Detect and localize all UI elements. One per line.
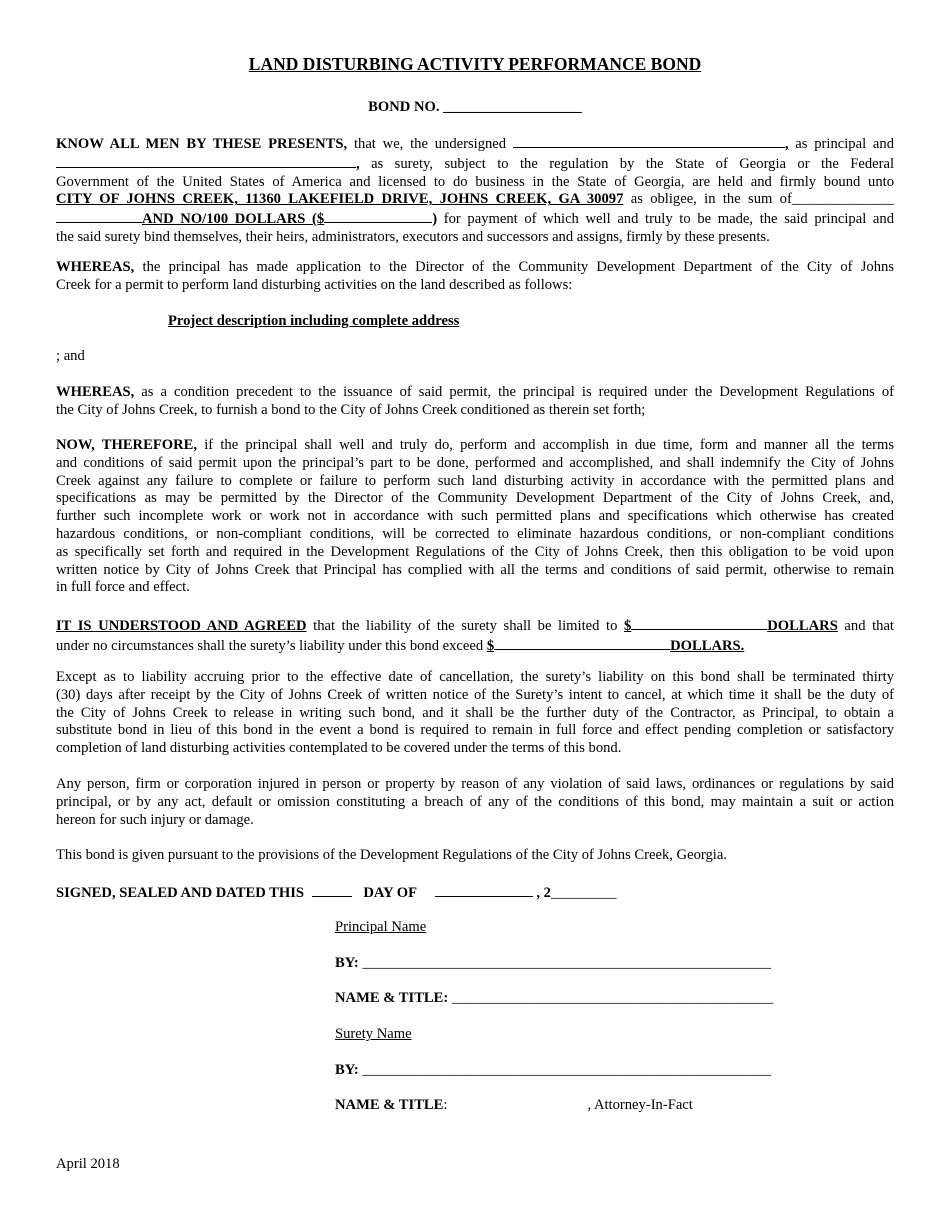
know-all-line-2 xyxy=(56,154,894,174)
any-person-line-3: hereon for such injury or damage. xyxy=(56,811,254,828)
signature-line: ________________________________________________________ xyxy=(362,1062,772,1078)
now-therefore-line-1 xyxy=(56,437,894,455)
except-line-2: (30) days after receipt by the City of Johns Creek of written notice of the Surety’s intent to cancel, at which time it shall be the duty of xyxy=(56,686,894,703)
colon: : xyxy=(443,1097,448,1113)
max-amount-blank xyxy=(494,636,670,650)
principal-name-label: Principal Name xyxy=(335,919,427,935)
month-blank xyxy=(435,883,533,897)
cancellation-paragraph xyxy=(56,669,894,758)
know-all-line-4 xyxy=(56,191,894,209)
surety-by-line xyxy=(335,1062,771,1080)
whereas1-line-2: Creek for a permit to perform land disturbing activities on the land described as follows: xyxy=(56,276,573,293)
surety-blank xyxy=(56,154,356,168)
obligee-address: CITY OF JOHNS CREEK, 11360 LAKEFIELD DRIVE, JOHNS CREEK, GA 30097 xyxy=(56,191,624,208)
name-title-label: NAME & TITLE: xyxy=(335,990,449,1006)
any-person-line-1: Any person, firm or corporation injured in person or property by reason of any violation of said laws, ordinances or regulations by said xyxy=(56,776,894,792)
liability-text: that the liability of the surety shall be limited to xyxy=(306,618,624,634)
surety-name-title-line xyxy=(335,1097,693,1115)
now-therefore-line-8: written notice by City of Johns Creek that Principal has complied with all the terms and conditions of said permit, otherwise to remain xyxy=(56,561,894,578)
and-that-text: and that xyxy=(837,618,894,634)
know-all-line-5 xyxy=(56,209,894,229)
except-line-5: completion of land disturbing activities contemplated to be covered under the terms of this bond. xyxy=(56,740,622,757)
know-all-line-1 xyxy=(56,134,894,154)
any-person-line-2: principal, or by any act, default or omission constituting a breach of any of the conditions of this bond, may maintain a suit or action xyxy=(56,793,894,810)
understood-heading: IT IS UNDERSTOOD AND AGREED xyxy=(56,618,307,634)
dollar-sign: $ xyxy=(623,618,632,634)
know-all-line-6: the said surety bind themselves, their heirs, administrators, executors and successors and assigns, firmly by these presents. xyxy=(56,228,770,245)
whereas2-line-2: the City of Johns Creek, to furnish a bond to the City of Johns Creek conditioned as therein set forth; xyxy=(56,401,646,418)
except-line-4: substitute bond in lieu of this bond in the event a bond is required to remain in full force and effect pending completion or satisfactory xyxy=(56,722,894,739)
whereas-heading: WHEREAS, xyxy=(56,259,135,275)
given-pursuant-text: This bond is given pursuant to the provisions of the Development Regulations of the City of Johns Creek, Georgia. xyxy=(56,847,727,863)
now-therefore-line-7: as specifically set forth and required in the Development Regulations of the City of Johns Creek, then this obligation to be void upon xyxy=(56,543,894,560)
name-title-line: ____________________________________________ xyxy=(451,990,773,1006)
principal-blank xyxy=(513,134,785,148)
whereas-paragraph-1 xyxy=(56,259,894,295)
and-text: ; and xyxy=(56,348,85,364)
principal-name-title-line xyxy=(335,990,773,1008)
whereas-heading: WHEREAS, xyxy=(56,384,135,400)
signature-line: ________________________________________________________ xyxy=(362,955,772,971)
now-therefore-line-3: Creek against any failure to complete or failure to perform such land disturbing activity in accordance with the permitted plans and xyxy=(56,472,894,489)
now-therefore-heading: NOW, THEREFORE, xyxy=(56,437,198,453)
except-line-3: the City of Johns Creek to release in writing such bond, and it shall be the further duty of the Contractor, as Principal, to obtain a xyxy=(56,704,894,721)
project-description-label: Project description including complete address xyxy=(168,313,460,329)
footer-date: April 2018 xyxy=(56,1156,120,1172)
now-therefore-line-6: hazardous conditions, or non-compliant conditions, will be corrected to eliminate hazardous conditions, or non-compliant conditions xyxy=(56,525,894,542)
day-of-label: DAY OF xyxy=(363,885,417,901)
close-paren: ) xyxy=(432,211,438,228)
now-therefore-text: if the principal shall well and truly do, perform and accomplish in due time, form and manner all the terms xyxy=(197,437,894,453)
know-all-heading: KNOW ALL MEN BY THESE PRESENTS, xyxy=(56,136,348,152)
understood-line-1 xyxy=(56,616,894,636)
comma: , xyxy=(356,155,360,172)
know-all-line-3: Government of the United States of America and licensed to do business in the State of Georgia, are held and firmly bound unto xyxy=(56,173,894,190)
and-no-100-dollars: AND NO/100 DOLLARS ($ xyxy=(142,211,325,228)
whereas-paragraph-2 xyxy=(56,384,894,420)
understood-line-2 xyxy=(56,636,894,656)
sum-text: as obligee, in the sum of______________ xyxy=(623,191,894,208)
surety-name-label: Surety Name xyxy=(335,1026,412,1042)
comma: , xyxy=(784,136,789,152)
whereas2-text: as a condition precedent to the issuance of said permit, the principal is required under the Development Regulations of xyxy=(134,384,894,400)
now-therefore-line-5: further such incomplete work or work not in accordance with such permitted plans and specifications which otherwise has created xyxy=(56,508,894,525)
attorney-in-fact-text: , Attorney-In-Fact xyxy=(587,1097,693,1113)
principal-by-line xyxy=(335,955,771,973)
year-prefix: , 2 xyxy=(536,885,551,901)
day-blank xyxy=(312,883,352,897)
dollars-label: DOLLARS xyxy=(767,618,838,634)
dollars-label: DOLLARS. xyxy=(670,637,745,654)
signed-dated-line xyxy=(56,883,617,903)
bond-number: BOND NO. ___________________ xyxy=(368,99,582,115)
payment-text: for payment of which well and truly to be made, the said principal and xyxy=(437,211,894,228)
year-blank: _________ xyxy=(550,885,617,901)
injury-paragraph xyxy=(56,776,894,829)
by-label: BY: xyxy=(335,955,359,971)
liability-amount-blank xyxy=(631,616,767,630)
know-all-paragraph xyxy=(56,134,894,247)
as-surety-text: as surety, subject to the regulation by the State of Georgia or the Federal xyxy=(359,155,894,172)
now-therefore-paragraph xyxy=(56,437,894,597)
know-all-text: that we, the undersigned xyxy=(347,136,513,152)
as-principal-text: as principal and xyxy=(788,136,894,152)
except-line-1: Except as to liability accruing prior to the effective date of cancellation, the surety’s liability on this bond shall be terminated thirty xyxy=(56,669,894,685)
now-therefore-line-2: and conditions of said permit upon the principal’s part to be done, performed and accomplished, and shall indemnify the City of Johns xyxy=(56,454,894,471)
dollar-sign: $ xyxy=(486,637,495,654)
document-title: LAND DISTURBING ACTIVITY PERFORMANCE BOND xyxy=(248,54,702,74)
whereas1-line-1 xyxy=(56,259,894,277)
now-therefore-line-9: in full force and effect. xyxy=(56,579,190,596)
amount-words-blank xyxy=(56,209,142,223)
exceed-text: under no circumstances shall the surety’s liability under this bond exceed xyxy=(56,637,487,654)
signed-label: SIGNED, SEALED AND DATED THIS xyxy=(56,885,305,901)
whereas2-line-1 xyxy=(56,384,894,402)
whereas1-text: the principal has made application to the Director of the Community Development Department of the City of Johns xyxy=(134,259,894,275)
by-label: BY: xyxy=(335,1062,359,1078)
name-title-label: NAME & TITLE xyxy=(335,1097,444,1113)
understood-paragraph xyxy=(56,616,894,656)
now-therefore-line-4: specifications as may be permitted by the Director of the Community Development Department of the City of Johns Creek, and, xyxy=(56,490,894,507)
amount-number-blank xyxy=(324,209,432,223)
